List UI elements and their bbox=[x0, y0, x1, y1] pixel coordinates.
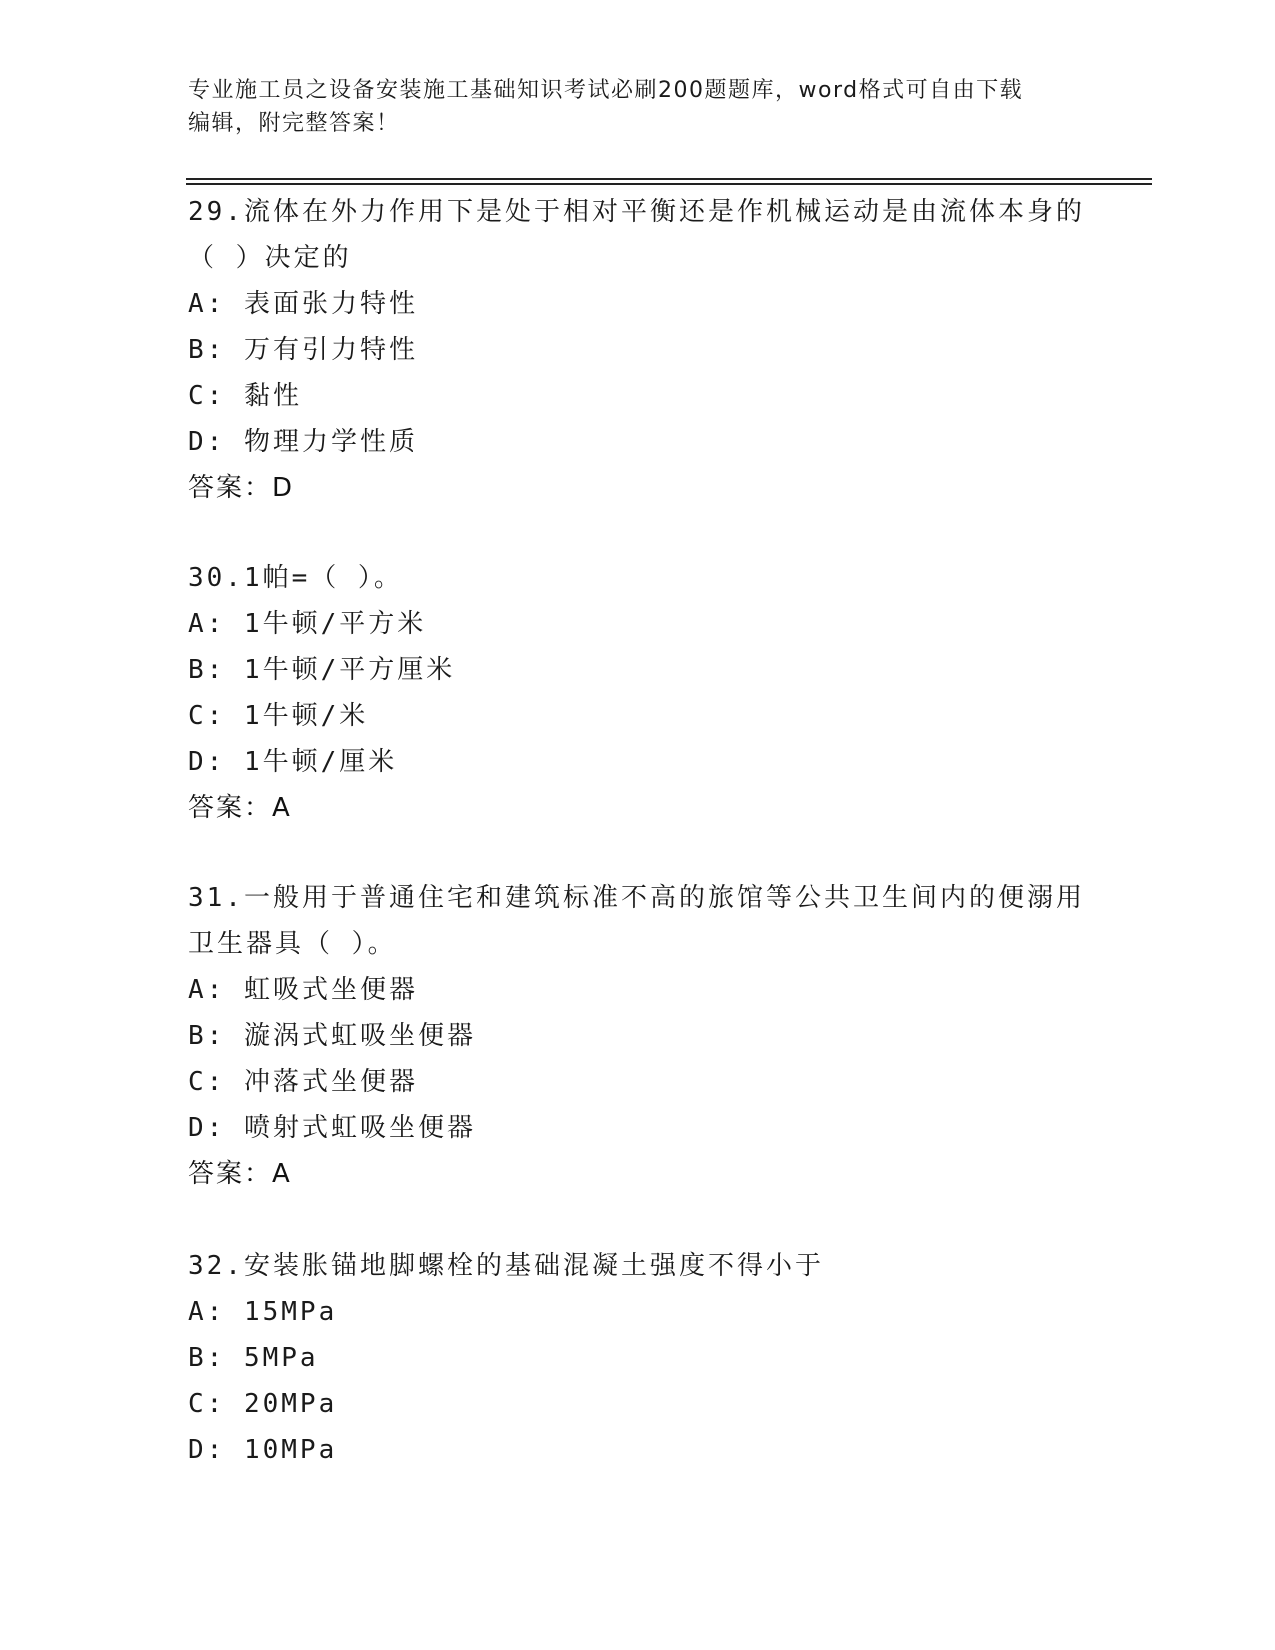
option-b: B: 1牛顿/平方厘米 bbox=[188, 655, 456, 685]
question-32 bbox=[188, 1243, 1088, 1473]
option-b: B: 漩涡式虹吸坐便器 bbox=[188, 1021, 476, 1051]
question-stem: 30.1帕=（ ）。 bbox=[188, 563, 403, 593]
answer-line: 答案：A bbox=[188, 1159, 292, 1189]
header-divider-bottom bbox=[186, 183, 1152, 185]
question-30 bbox=[188, 555, 1088, 831]
option-c: C: 冲落式坐便器 bbox=[188, 1067, 418, 1097]
header-divider-top bbox=[186, 178, 1152, 180]
option-a: A: 15MPa bbox=[188, 1297, 338, 1327]
question-29 bbox=[188, 189, 1088, 511]
option-d: D: 10MPa bbox=[188, 1435, 338, 1465]
option-d: D: 1牛顿/厘米 bbox=[188, 747, 398, 777]
option-c: C: 1牛顿/米 bbox=[188, 701, 369, 731]
option-c: C: 黏性 bbox=[188, 381, 302, 411]
option-b: B: 5MPa bbox=[188, 1343, 319, 1373]
option-b: B: 万有引力特性 bbox=[188, 335, 418, 365]
answer-line: 答案：D bbox=[188, 473, 295, 503]
question-stem: 31.一般用于普通住宅和建筑标准不高的旅馆等公共卫生间内的便溺用卫生器具（ ）。 bbox=[188, 883, 1085, 959]
question-stem: 32.安装胀锚地脚螺栓的基础混凝土强度不得小于 bbox=[188, 1251, 824, 1281]
answer-line: 答案：A bbox=[188, 793, 292, 823]
document-header bbox=[188, 74, 1078, 140]
option-c: C: 20MPa bbox=[188, 1389, 338, 1419]
question-stem: 29.流体在外力作用下是处于相对平衡还是作机械运动是由流体本身的（ ）决定的 bbox=[188, 197, 1085, 273]
question-31 bbox=[188, 875, 1088, 1197]
option-a: A: 虹吸式坐便器 bbox=[188, 975, 418, 1005]
option-a: A: 表面张力特性 bbox=[188, 289, 418, 319]
header-title-line-1: 专业施工员之设备安装施工基础知识考试必刷200题题库，word格式可自由下载 bbox=[188, 78, 1024, 103]
option-a: A: 1牛顿/平方米 bbox=[188, 609, 427, 639]
option-d: D: 喷射式虹吸坐便器 bbox=[188, 1113, 476, 1143]
option-d: D: 物理力学性质 bbox=[188, 427, 418, 457]
header-title-line-2: 编辑，附完整答案！ bbox=[188, 111, 400, 136]
